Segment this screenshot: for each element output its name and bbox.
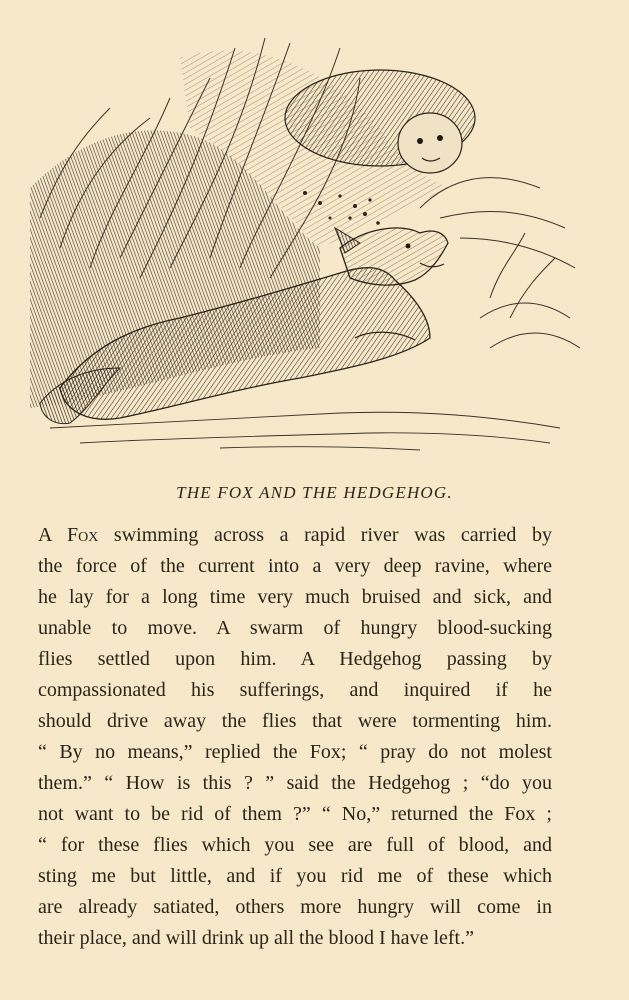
text-line: them.” “ How is this ? ” said the Hedgehog ; “do you (38, 772, 552, 794)
text-line: “ By no means,” replied the Fox; “ pray do not molest (38, 741, 552, 763)
text-line: sting me but little, and if you rid me of these which (38, 865, 552, 887)
text-line (38, 520, 552, 551)
text-line: not want to be rid of them ?” “ No,” returned the Fox ; (38, 803, 552, 825)
fox-hedgehog-engraving (20, 18, 595, 468)
line-remainder: swimming across a rapid river was carried by (98, 524, 552, 546)
text-line: should drive away the flies that were tormenting him. (38, 710, 552, 732)
text-line: he lay for a long time very much bruised and sick, and (38, 586, 552, 608)
text-line: the force of the current into a very deep ravine, where (38, 555, 552, 577)
ground (50, 412, 560, 450)
text-line: compassionated his sufferings, and inquired if he (38, 679, 552, 701)
fable-text (38, 520, 552, 954)
text-line: their place, and will drink up all the blood I have left.” (38, 927, 474, 949)
text-line: flies settled upon him. A Hedgehog passing by (38, 648, 552, 670)
text-line: are already satiated, others more hungry will come in (38, 896, 552, 918)
fable-title: THE FOX AND THE HEDGEHOG. (176, 483, 453, 502)
text-line: “ for these flies which you see are full of blood, and (38, 834, 552, 856)
text-line: unable to move. A swarm of hungry blood-sucking (38, 617, 552, 639)
opening-words: A Fox (38, 524, 99, 546)
